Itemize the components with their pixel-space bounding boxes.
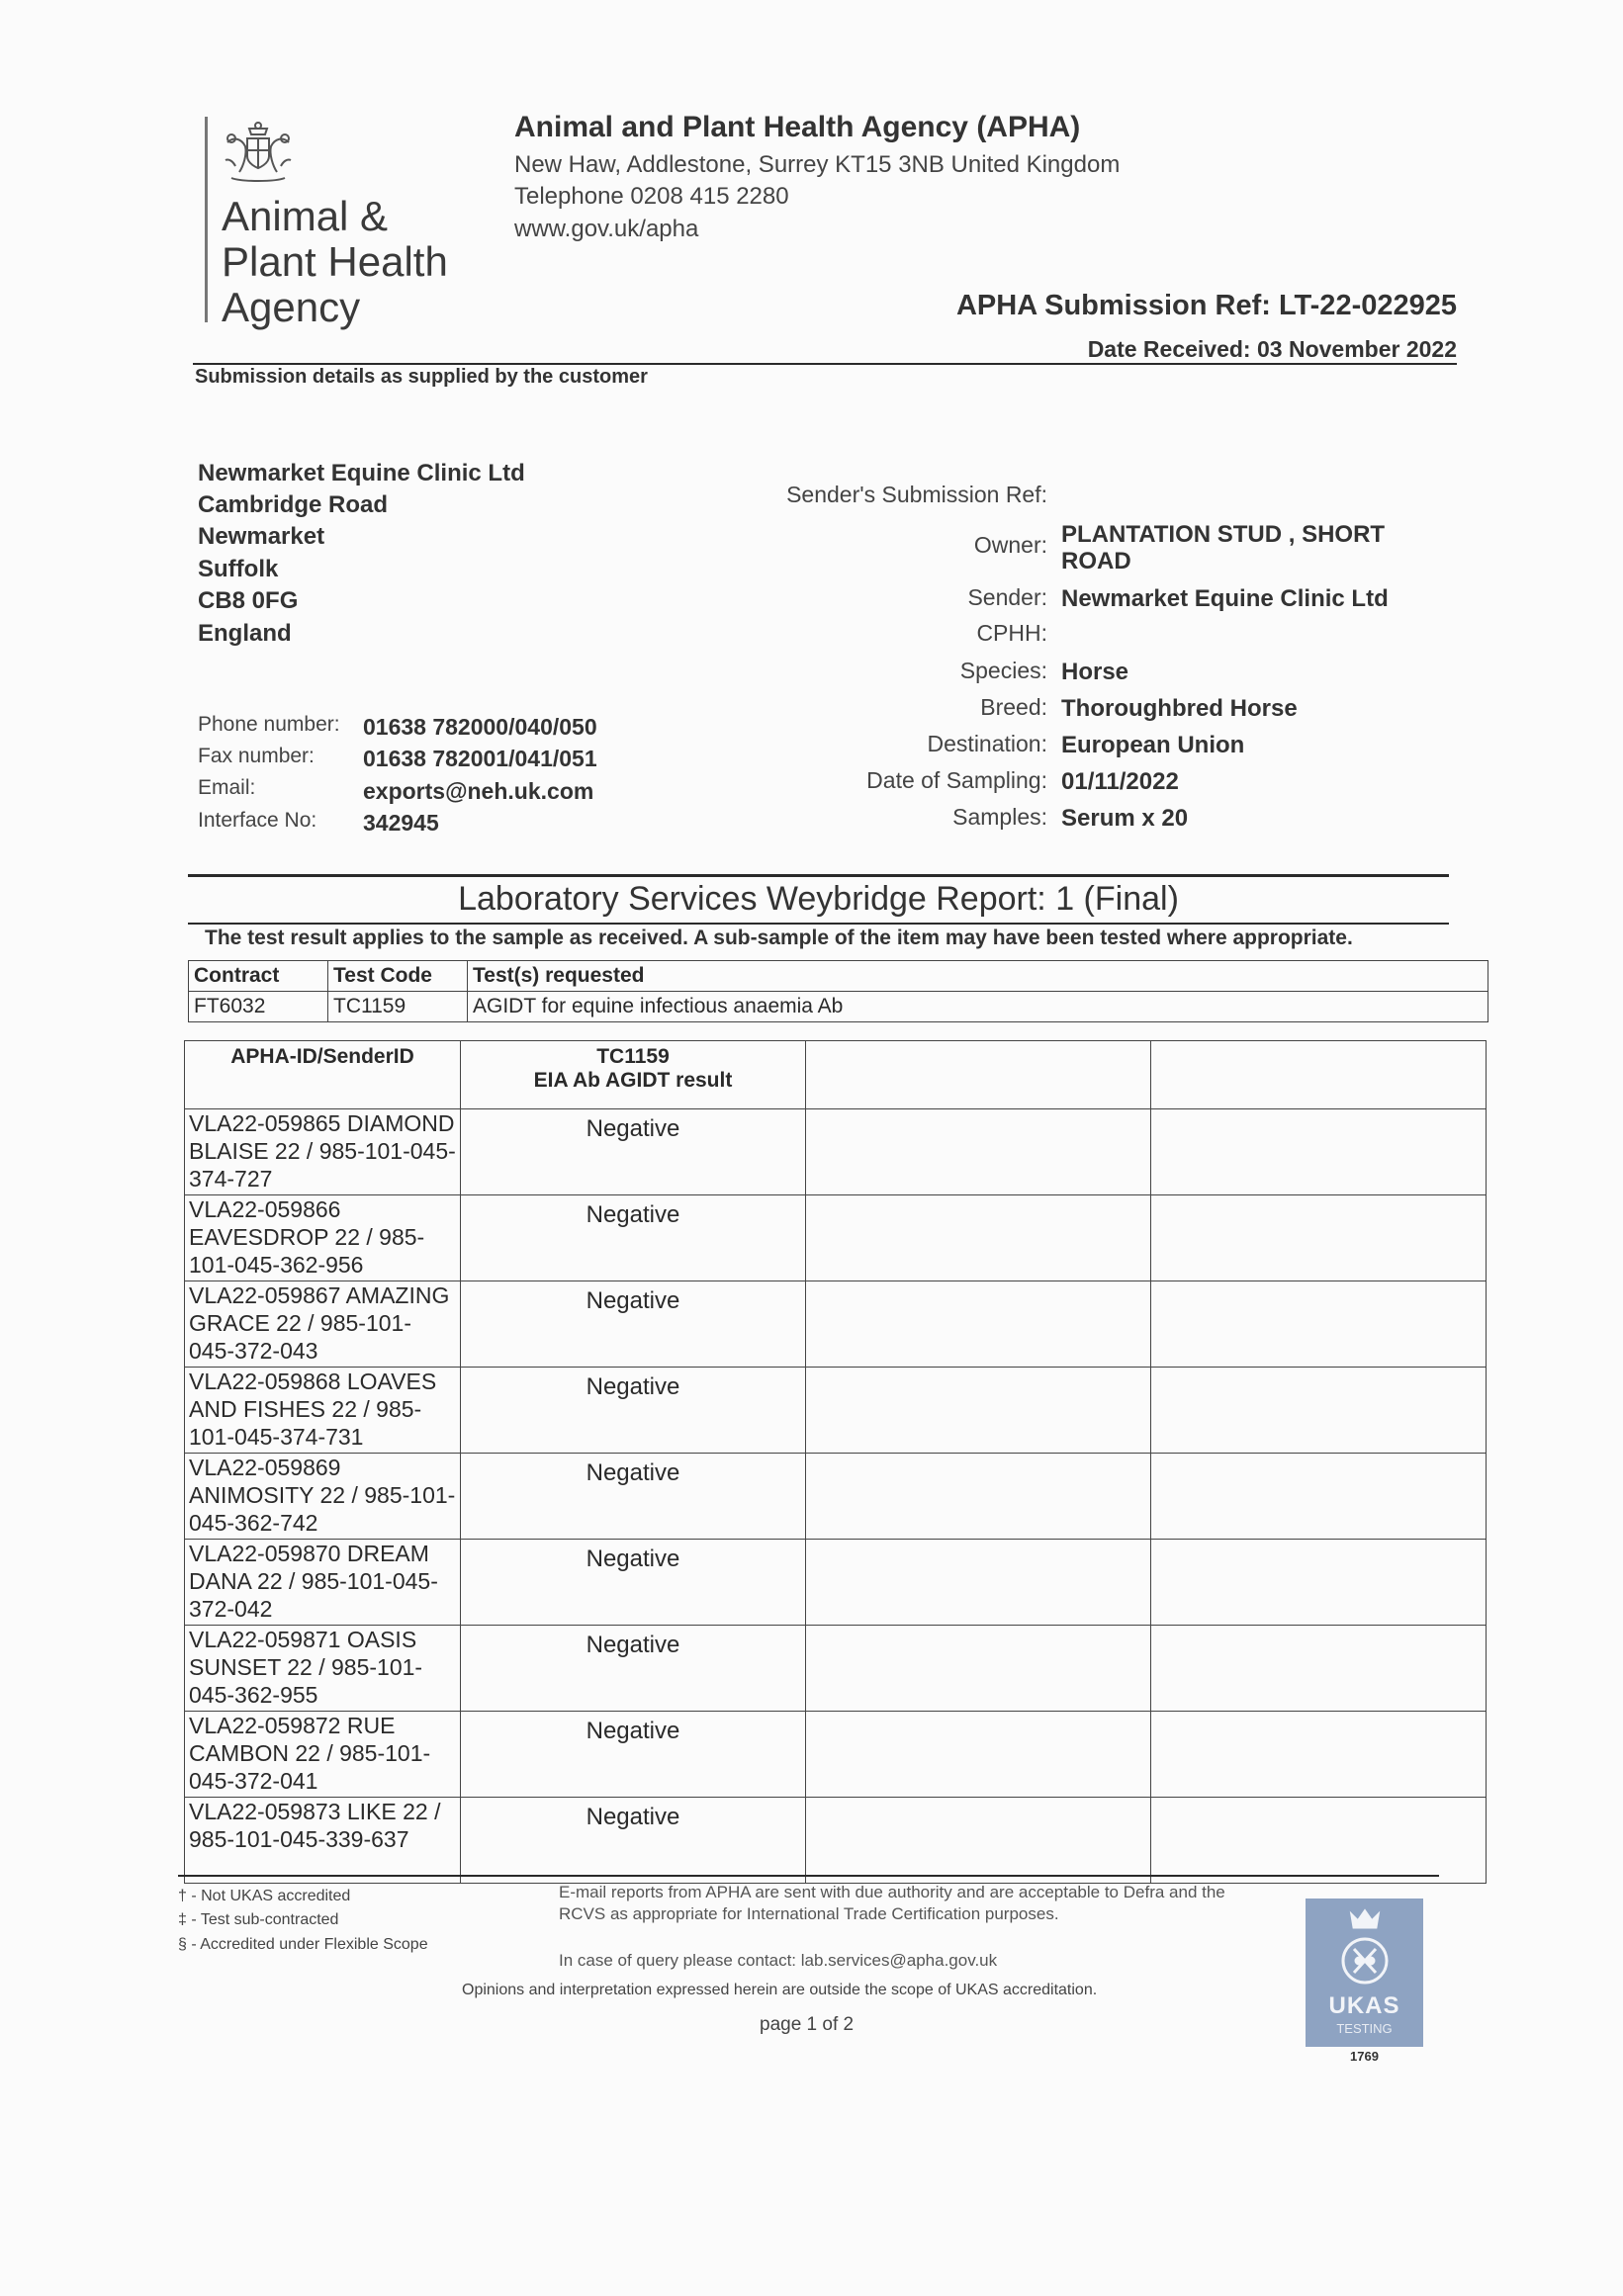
contact-value: exports@neh.uk.com (363, 778, 594, 804)
submission-heading: Submission details as supplied by the customer (195, 366, 648, 388)
table-row (185, 1626, 1487, 1712)
sample-id: VLA22-059869 ANIMOSITY 22 / 985-101-045-362-742 (185, 1454, 461, 1540)
sample-result: Negative (461, 1540, 806, 1626)
table-row (185, 1798, 1487, 1884)
ukas-word: UKAS (1328, 1992, 1400, 2019)
detail-label: Samples: (952, 804, 1047, 830)
detail-label: Species: (959, 658, 1047, 683)
sample-id: VLA22-059865 DIAMOND BLAISE 22 / 985-101-045-374-727 (185, 1109, 461, 1195)
address-line: CB8 0FG (198, 587, 299, 614)
address-line: Cambridge Road (198, 491, 389, 518)
sample-id: VLA22-059870 DREAM DANA 22 / 985-101-045-372-042 (185, 1540, 461, 1626)
sample-result: Negative (461, 1454, 806, 1540)
report-divider-top (188, 874, 1449, 877)
table-row (185, 1109, 1487, 1195)
detail-label: Destination: (927, 731, 1047, 756)
sample-result: Negative (461, 1368, 806, 1454)
table-row (185, 1454, 1487, 1540)
contact-label: Fax number: (198, 745, 315, 767)
legend-item: † - Not UKAS accredited (178, 1888, 351, 1904)
submission-ref: APHA Submission Ref: LT-22-022925 (955, 290, 1457, 321)
sample-result: Negative (461, 1281, 806, 1368)
contract-header: Test(s) requested (468, 961, 1488, 992)
contract-header: Contract (189, 961, 328, 992)
address-line: Newmarket Equine Clinic Ltd (198, 460, 525, 486)
detail-value-owner: PLANTATION STUD , SHORT ROAD (1061, 521, 1386, 574)
detail-value: 01/11/2022 (1061, 768, 1179, 795)
detail-label: Breed: (980, 694, 1047, 720)
empty-cell (806, 1368, 1151, 1454)
table-row (185, 1368, 1487, 1454)
detail-label: Date of Sampling: (866, 767, 1047, 793)
sample-id: VLA22-059866 EAVESDROP 22 / 985-101-045-362-956 (185, 1195, 461, 1281)
applies-note: The test result applies to the sample as received. A sub-sample of the item may have been tested where appropriate. (205, 927, 1353, 949)
contract-cell: TC1159 (328, 992, 468, 1022)
query-note: In case of query please contact: lab.services@apha.gov.uk (559, 1951, 998, 1970)
empty-cell (1151, 1540, 1487, 1626)
footer-divider (178, 1875, 1439, 1877)
empty-cell (1151, 1368, 1487, 1454)
empty-cell (1151, 1281, 1487, 1368)
sample-result: Negative (461, 1195, 806, 1281)
detail-value: Serum x 20 (1061, 805, 1189, 832)
results-header-id: APHA-ID/SenderID (185, 1041, 461, 1109)
sample-id: VLA22-059867 AMAZING GRACE 22 / 985-101-045-372-043 (185, 1281, 461, 1368)
contract-header: Test Code (328, 961, 468, 992)
empty-cell (1151, 1798, 1487, 1884)
detail-label: Sender's Submission Ref: (786, 482, 1047, 507)
contract-cell: FT6032 (189, 992, 328, 1022)
results-header-empty (1151, 1041, 1487, 1109)
empty-cell (806, 1195, 1151, 1281)
detail-value: Horse (1061, 659, 1129, 685)
ukas-testing: TESTING (1336, 2021, 1393, 2036)
sample-id: VLA22-059871 OASIS SUNSET 22 / 985-101-045-362-955 (185, 1626, 461, 1712)
logo-text-line: Animal & (222, 193, 389, 239)
results-header-test-name: EIA Ab AGIDT result (533, 1069, 733, 1092)
sample-result: Negative (461, 1712, 806, 1798)
empty-cell (1151, 1626, 1487, 1712)
contact-label: Email: (198, 776, 256, 799)
royal-crest-icon (220, 121, 297, 186)
detail-label: Owner: (973, 532, 1047, 558)
report-divider-bottom (188, 923, 1449, 925)
sample-result: Negative (461, 1109, 806, 1195)
sample-id: VLA22-059872 RUE CAMBON 22 / 985-101-045-372-041 (185, 1712, 461, 1798)
empty-cell (1151, 1195, 1487, 1281)
header-divider (193, 363, 1457, 365)
detail-value: Newmarket Equine Clinic Ltd (1061, 585, 1389, 612)
logo-text-line: Agency (222, 284, 361, 330)
detail-value: Thoroughbred Horse (1061, 695, 1298, 722)
sample-id: VLA22-059873 LIKE 22 / 985-101-045-339-637 (185, 1798, 461, 1884)
opinions-note: Opinions and interpretation expressed herein are outside the scope of UKAS accreditation. (462, 1982, 1098, 1998)
empty-cell (806, 1626, 1151, 1712)
contact-label: Phone number: (198, 713, 340, 736)
contact-value: 01638 782001/041/051 (363, 746, 597, 771)
contact-label: Interface No: (198, 809, 317, 832)
detail-value: European Union (1061, 732, 1245, 758)
table-row (185, 1195, 1487, 1281)
contract-cell: AGIDT for equine infectious anaemia Ab (468, 992, 1488, 1022)
agency-address: New Haw, Addlestone, Surrey KT15 3NB United Kingdom (514, 151, 1121, 178)
agency-website: www.gov.uk/apha (514, 216, 699, 242)
empty-cell (806, 1540, 1151, 1626)
logo-text-line: Plant Health (222, 238, 448, 285)
empty-cell (1151, 1109, 1487, 1195)
email-note: E-mail reports from APHA are sent with due authority and are acceptable to Defra and the RCVS as appropriate for International Trade Certification purposes. (559, 1883, 1225, 1923)
contact-value: 01638 782000/040/050 (363, 714, 597, 740)
sample-result: Negative (461, 1798, 806, 1884)
date-received: Date Received: 03 November 2022 (1087, 336, 1457, 362)
empty-cell (806, 1798, 1151, 1884)
agency-telephone: Telephone 0208 415 2280 (514, 183, 789, 210)
detail-label: Sender: (967, 584, 1047, 610)
agency-name: Animal and Plant Health Agency (APHA) (514, 111, 1081, 143)
results-table (184, 1040, 1487, 1884)
logo-divider (205, 117, 208, 322)
sample-id: VLA22-059868 LOAVES AND FISHES 22 / 985-101-045-374-731 (185, 1368, 461, 1454)
detail-label: CPHH: (976, 620, 1047, 646)
contract-table (188, 960, 1488, 1022)
legend-item: ‡ - Test sub-contracted (178, 1911, 339, 1928)
empty-cell (806, 1454, 1151, 1540)
empty-cell (1151, 1712, 1487, 1798)
address-line: England (198, 620, 292, 647)
address-line: Newmarket (198, 523, 325, 550)
ukas-number: 1769 (1350, 2049, 1379, 2064)
empty-cell (806, 1712, 1151, 1798)
page-number: page 1 of 2 (760, 2014, 855, 2035)
legend-item: § - Accredited under Flexible Scope (178, 1936, 428, 1953)
results-header-code: TC1159 (596, 1045, 670, 1068)
report-title: Laboratory Services Weybridge Report: 1 (Final) (458, 880, 1179, 918)
table-row (185, 1540, 1487, 1626)
table-row (185, 1712, 1487, 1798)
contact-value: 342945 (363, 810, 439, 836)
empty-cell (806, 1109, 1151, 1195)
empty-cell (806, 1281, 1151, 1368)
sample-result: Negative (461, 1626, 806, 1712)
results-header-empty (806, 1041, 1151, 1109)
empty-cell (1151, 1454, 1487, 1540)
address-line: Suffolk (198, 556, 279, 582)
results-header-test (461, 1041, 806, 1109)
ukas-crown-icon (1330, 1903, 1399, 1990)
table-row (185, 1281, 1487, 1368)
